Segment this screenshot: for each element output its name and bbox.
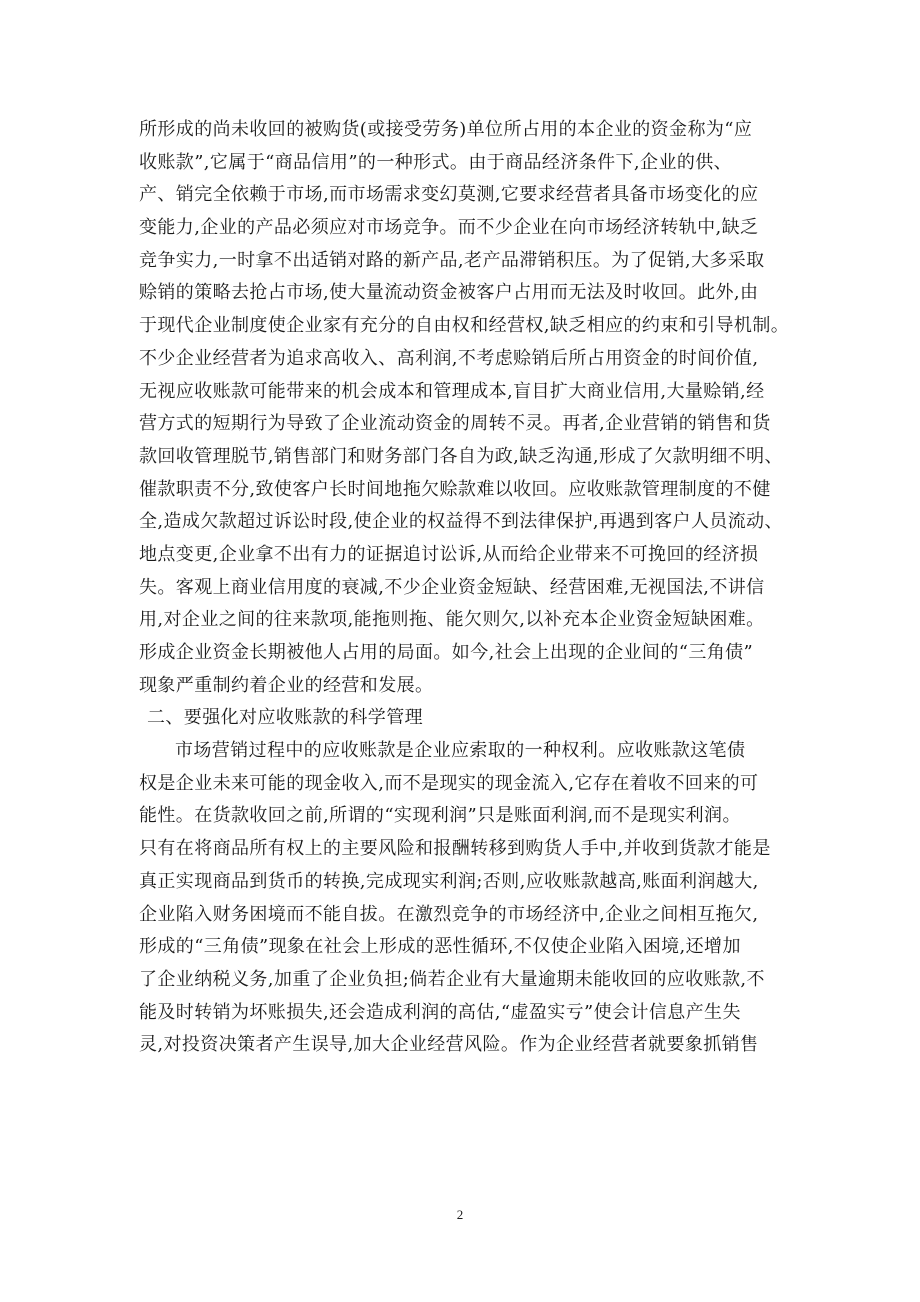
text-line: 竞争实力,一时拿不出适销对路的新产品,老产品滞销积压。为了促销,大多采取 — [139, 249, 765, 271]
text-line: 能性。在货款收回之前,所谓的“实现利润”只是账面利润,而不是现实利润。 — [139, 805, 741, 827]
text-line: 催款职责不分,致使客户长时间地拖欠赊款难以收回。应收账款管理制度的不健 — [139, 478, 771, 500]
text-line: 只有在将商品所有权上的主要风险和报酬转移到购货人手中,并收到货款才能是 — [139, 838, 771, 860]
text-line: 地点变更,企业拿不出有力的证据追讨讼诉,从而给企业带来不可挽回的经济损 — [139, 543, 759, 565]
text-line: 款回收管理脱节,销售部门和财务部门各自为政,缺乏沟通,形成了欠款明细不明、 — [139, 445, 783, 467]
page-number: 2 — [456, 1207, 464, 1222]
text-line: 权是企业未来可能的现金收入,而不是现实的现金流入,它存在着收不回来的可 — [139, 772, 759, 794]
text-line: 于现代企业制度使企业家有充分的自由权和经营权,缺乏相应的约束和引导机制。 — [139, 315, 790, 337]
text-line: 形成的“三角债”现象在社会上形成的恶性循环,不仅使企业陷入困境,还增加 — [139, 936, 741, 958]
text-line: 收账款”,它属于“商品信用”的一种形式。由于商品经济条件下,企业的供、 — [139, 151, 733, 173]
text-line: 灵,对投资决策者产生误导,加大企业经营风险。作为企业经营者就要象抓销售 — [139, 1034, 759, 1056]
text-line: 现象严重制约着企业的经营和发展。 — [139, 674, 434, 696]
text-line: 产、销完全依赖于市场,而市场需求变幻莫测,它要求经营者具备市场变化的应 — [139, 184, 759, 206]
text-line: 所形成的尚未收回的被购货(或接受劳务)单位所占用的本企业的资金称为“应 — [139, 119, 753, 140]
text-line: 能及时转销为坏账损失,还会造成利润的高估,“虚盈实亏”使会计信息产生失 — [139, 1001, 741, 1023]
paragraph-2 — [139, 735, 784, 1062]
text-line: 变能力,企业的产品必须应对市场竞争。而不少企业在向市场经济转轨中,缺乏 — [139, 217, 759, 239]
text-line: 赊销的策略去抢占市场,使大量流动资金被客户占用而无法及时收回。此外,由 — [139, 282, 759, 304]
text-line: 营方式的短期行为导致了企业流动资金的周转不灵。再者,企业营销的销售和货 — [139, 413, 771, 435]
text-line: 了企业纳税义务,加重了企业负担;倘若企业有大量逾期未能收回的应收账款,不 — [139, 968, 765, 990]
text-line: 不少企业经营者为追求高收入、高利润,不考虑赊销后所占用资金的时间价值, — [139, 347, 759, 369]
text-line: 市场营销过程中的应收账款是企业应索取的一种权利。应收账款这笔债 — [175, 740, 746, 762]
text-line: 无视应收账款可能带来的机会成本和管理成本,盲目扩大商业信用,大量赊销,经 — [139, 380, 765, 402]
text-line: 用,对企业之间的往来款项,能拖则拖、能欠则欠,以补充本企业资金短缺困难。 — [139, 609, 765, 631]
text-line: 真正实现商品到货币的转换,完成现实利润;否则,应收账款越高,账面利润越大, — [139, 870, 759, 892]
text-line: 全,造成欠款超过诉讼时段,使企业的权益得不到法律保护,再遇到客户人员流动、 — [139, 511, 783, 533]
paragraph-1 — [139, 114, 790, 702]
section-heading: 二、要强化对应收账款的科学管理 — [147, 707, 423, 729]
text-line: 失。客观上商业信用度的衰减,不少企业资金短缺、经营困难,无视国法,不讲信 — [139, 576, 765, 598]
text-line: 企业陷入财务困境而不能自拔。在激烈竞争的市场经济中,企业之间相互拖欠, — [139, 903, 759, 925]
body-text — [139, 114, 790, 1062]
text-line: 形成企业资金长期被他人占用的局面。如今,社会上出现的企业间的“三角债” — [139, 642, 754, 663]
